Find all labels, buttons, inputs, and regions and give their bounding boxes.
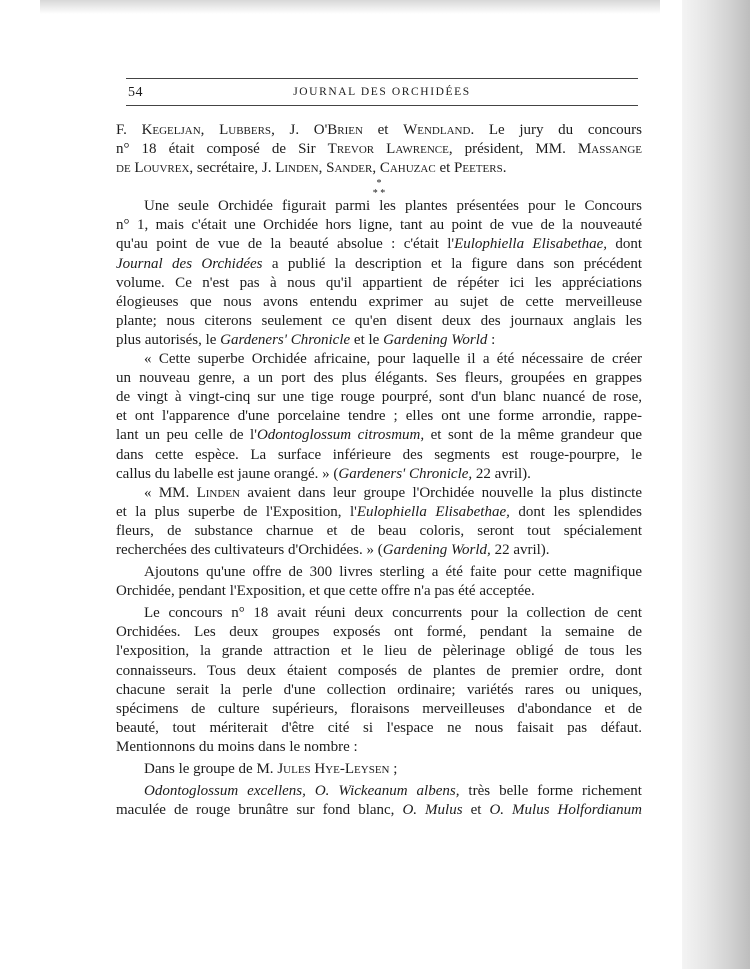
text-line: F. Kegeljan, Lubbers, J. O'Brien et Wendland. Le jury du concours	[116, 122, 642, 138]
text-line: l'exposition, la grande attraction et le lieu de pèlerinage obligé de tous les	[116, 643, 642, 660]
text-line: « MM. Linden avaient dans leur groupe l'Orchidée nouvelle la plus distincte	[144, 484, 642, 501]
text-line: connaisseurs. Tous deux étaient composés de plantes de premier ordre, dont	[116, 662, 642, 679]
text-line: maculée de rouge brunâtre sur fond blanc, O. Mulus et O. Mulus Holfordianum	[116, 802, 643, 819]
text-line: Odontoglossum excellens, O. Wickeanum albens, très belle forme richement	[144, 783, 642, 800]
text-line: et ont l'apparence d'une porcelaine tendre ; elles ont une forme arrondie, rappe-	[116, 408, 642, 425]
text-line: recherchées des cultivateurs d'Orchidées. » (Gardening World, 22 avril).	[116, 541, 550, 558]
text-line: volume. Ce n'est pas à nous qu'il appartient de répéter ici les appréciations	[116, 274, 642, 291]
text-line: Mentionnons du moins dans le nombre :	[116, 738, 358, 755]
asterism-divider: * * *	[372, 178, 386, 200]
running-header	[126, 78, 638, 106]
text-line: Dans le groupe de M. Jules Hye-Leysen ;	[144, 761, 398, 777]
text-line: chacune serait la perle d'une collection ordinaire; variétés rares ou uniques,	[116, 681, 642, 698]
scan-shadow-right	[682, 0, 750, 969]
text-line: Orchidées. Les deux groupes exposés ont formé, pendant la semaine de	[116, 624, 642, 641]
text-line: de vingt à vingt-cinq sur une tige rouge pourpré, sont d'un blanc nuancé de rose,	[116, 389, 642, 406]
text-line: callus du labelle est jaune orangé. » (Gardeners' Chronicle, 22 avril).	[116, 465, 531, 482]
text-line: Le concours n° 18 avait réuni deux concurrents pour la collection de cent	[144, 605, 642, 622]
text-line: Une seule Orchidée figurait parmi les plantes présentées pour le Concours	[144, 198, 642, 215]
text-line: fleurs, de substance charnue et de beau coloris, seront tout spécialement	[116, 522, 642, 539]
text-line: dans cette espèce. La surface inférieure des segments est rouge-pourpre, le	[116, 446, 642, 463]
text-line: Journal des Orchidées a publié la description et la figure dans son précédent	[116, 255, 643, 272]
text-line: un nouveau genre, a un port des plus élégants. Ses fleurs, groupées en grappes	[116, 370, 642, 387]
text-line: lant un peu celle de l'Odontoglossum citrosmum, et sont de la même grandeur que	[116, 427, 642, 444]
text-line: et la plus superbe de l'Exposition, l'Eulophiella Elisabethae, dont les splendides	[116, 503, 642, 520]
text-line: de Louvrex, secrétaire, J. Linden, Sander, Cahuzac et Peeters.	[116, 160, 507, 177]
running-title: JOURNAL DES ORCHIDÉES	[293, 86, 471, 98]
text-line: n° 1, mais c'était une Orchidée hors ligne, tant au point de vue de la nouveauté	[116, 217, 642, 234]
page-number: 54	[128, 85, 143, 100]
text-line: Orchidée, pendant l'Exposition, et que cette offre n'a pas été acceptée.	[116, 583, 535, 600]
text-line: « Cette superbe Orchidée africaine, pour laquelle il a été nécessaire de créer	[144, 351, 642, 368]
text-line: qu'au point de vue de la beauté absolue : c'était l'Eulophiella Elisabethae, dont	[116, 236, 643, 253]
page-body	[116, 121, 642, 820]
text-line: plus autorisés, le Gardeners' Chronicle et le Gardening World :	[116, 331, 496, 348]
text-line: plante; nous citerons seulement ce qu'en disent deux des journaux anglais les	[116, 312, 642, 329]
text-line: n° 18 était composé de Sir Trevor Lawrence, président, MM. Massange	[116, 141, 642, 158]
text-line: spécimens de culture supérieurs, floraisons merveilleuses d'abondance et de	[116, 700, 642, 717]
text-line: beauté, tout mériterait d'être cité si l'espace ne nous faisait pas défaut.	[116, 719, 642, 736]
text-line: élogieuses que nous avons entendu exprimer au sujet de cette merveilleuse	[116, 293, 642, 310]
text-line: Ajoutons qu'une offre de 300 livres sterling a été faite pour cette magnifique	[144, 564, 642, 581]
